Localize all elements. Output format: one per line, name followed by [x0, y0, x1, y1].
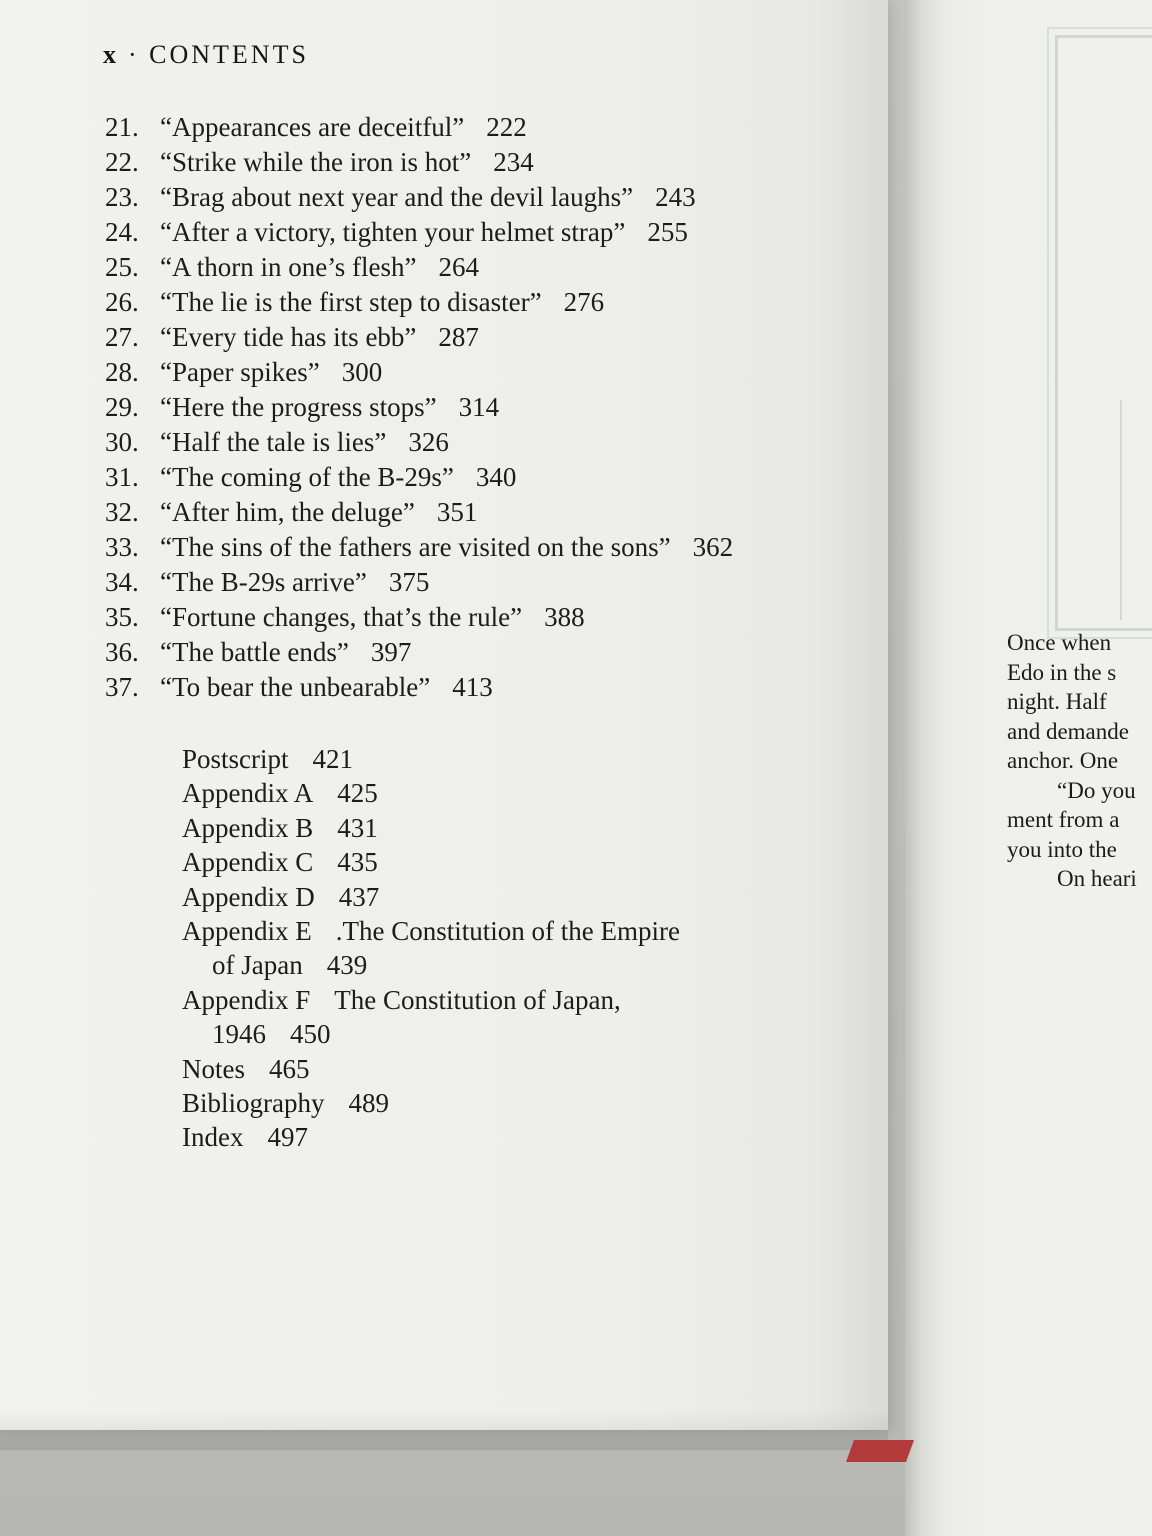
back-matter-page: 431 — [337, 812, 378, 843]
back-matter-entry — [182, 776, 680, 810]
back-matter-label: Appendix F — [182, 984, 311, 1015]
chapter-number: 26. — [105, 287, 139, 317]
back-matter-page: 450 — [290, 1019, 331, 1050]
back-matter-label: Index — [182, 1122, 244, 1153]
chapter-entry — [105, 215, 733, 250]
back-matter-page: 437 — [338, 881, 380, 912]
back-matter-label: Appendix D — [182, 881, 315, 912]
chapter-list — [105, 110, 733, 705]
back-matter-label: Appendix E — [182, 916, 312, 947]
chapter-number: 25. — [105, 252, 139, 282]
chapter-page: 314 — [458, 392, 500, 422]
chapter-number: 28. — [105, 357, 139, 387]
chapter-title: “Paper spikes” — [160, 357, 320, 387]
chapter-entry — [105, 565, 733, 600]
back-matter-entry — [182, 845, 680, 879]
right-page-line: anchor. One — [1007, 748, 1119, 773]
chapter-number: 24. — [105, 217, 139, 247]
chapter-title: “A thorn in one’s flesh” — [160, 252, 417, 282]
chapter-page: 413 — [452, 672, 493, 702]
chapter-page: 397 — [370, 637, 412, 667]
right-page-line: Once when — [1007, 630, 1112, 655]
right-page-line: On heari — [1057, 866, 1137, 891]
right-page-line: night. Half — [1007, 689, 1107, 714]
chapter-number: 23. — [105, 182, 139, 212]
chapter-page: 362 — [692, 532, 734, 562]
back-matter-label: Appendix C — [182, 847, 314, 878]
chapter-page: 300 — [341, 357, 383, 387]
back-matter-page: 421 — [312, 744, 354, 774]
chapter-entry — [105, 355, 733, 390]
chapter-page: 264 — [438, 252, 479, 282]
chapter-entry — [105, 600, 733, 635]
back-matter-title: .The Constitution of the Empire — [335, 916, 680, 947]
chapter-title: “After him, the deluge” — [160, 497, 415, 527]
back-matter-label: Notes — [182, 1053, 245, 1084]
page-folio: x — [103, 40, 116, 69]
right-page-line: Edo in the s — [1007, 659, 1117, 685]
back-matter-title-cont: of Japan — [212, 950, 303, 981]
back-matter-page: 497 — [267, 1122, 308, 1153]
right-page-line: and demande — [1007, 718, 1129, 744]
chapter-number: 31. — [105, 462, 139, 492]
back-matter-label: Appendix A — [182, 778, 314, 809]
chapter-entry — [105, 180, 733, 215]
chapter-page: 287 — [438, 322, 479, 352]
chapter-page: 388 — [544, 602, 585, 632]
page-bottom-shadow — [0, 1410, 888, 1450]
chapter-entry — [105, 670, 733, 705]
back-matter-entry — [182, 1086, 680, 1120]
chapter-title: “Half the tale is lies” — [160, 427, 387, 457]
back-matter-entry — [182, 880, 680, 914]
chapter-number: 21. — [105, 112, 139, 142]
chapter-title: “The sins of the fathers are visited on the sons” — [160, 532, 671, 562]
chapter-title: “The lie is the first step to disaster” — [160, 287, 542, 317]
chapter-entry — [105, 390, 733, 425]
chapter-entry — [105, 425, 733, 460]
back-matter-list — [182, 742, 680, 1155]
chapter-title: “The battle ends” — [160, 637, 349, 667]
back-matter-title: The Constitution of Japan, — [334, 984, 621, 1015]
back-matter-label: Appendix B — [182, 812, 314, 843]
chapter-title: “After a victory, tighten your helmet strap” — [160, 217, 626, 247]
chapter-title: “Appearances are deceitful” — [160, 112, 465, 142]
chapter-page: 243 — [655, 182, 696, 212]
back-matter-page: 465 — [269, 1053, 310, 1084]
chapter-page: 326 — [408, 427, 449, 457]
back-matter-entry — [182, 983, 680, 1052]
chapter-number: 34. — [105, 567, 139, 597]
back-matter-page: 435 — [337, 847, 378, 878]
running-head — [103, 40, 309, 70]
back-matter-entry — [182, 914, 680, 983]
chapter-number: 32. — [105, 497, 139, 527]
chapter-page: 276 — [563, 287, 605, 317]
chapter-title: “Fortune changes, that’s the rule” — [160, 602, 523, 632]
back-matter-entry — [182, 742, 680, 776]
back-matter-entry — [182, 1120, 680, 1154]
chapter-page: 222 — [486, 112, 527, 142]
chapter-number: 30. — [105, 427, 139, 457]
chapter-page: 351 — [436, 497, 478, 527]
chapter-entry — [105, 145, 733, 180]
chapter-number: 35. — [105, 602, 139, 632]
chapter-page: 255 — [647, 217, 688, 247]
back-matter-entry — [182, 1052, 680, 1086]
chapter-entry — [105, 110, 733, 145]
chapter-number: 37. — [105, 672, 139, 702]
chapter-number: 29. — [105, 392, 139, 422]
chapter-number: 22. — [105, 147, 139, 177]
back-matter-label: Bibliography — [182, 1088, 325, 1119]
map-illustration-line — [1120, 400, 1122, 620]
right-page-line: “Do you — [1057, 777, 1136, 803]
chapter-page: 375 — [388, 567, 430, 597]
map-illustration-frame — [1055, 35, 1152, 631]
chapter-entry — [105, 460, 733, 495]
chapter-title: “Brag about next year and the devil laughs” — [160, 182, 634, 212]
chapter-title: “Every tide has its ebb” — [160, 322, 417, 352]
chapter-entry — [105, 320, 733, 355]
chapter-entry — [105, 250, 733, 285]
chapter-entry — [105, 285, 733, 320]
chapter-entry — [105, 635, 733, 670]
back-matter-page: 489 — [348, 1088, 389, 1119]
back-matter-entry — [182, 811, 680, 845]
back-matter-title-cont: 1946 — [212, 1019, 266, 1050]
chapter-title: “To bear the unbearable” — [160, 672, 431, 702]
right-page-text — [1007, 628, 1152, 894]
right-page-line: you into the — [1007, 836, 1117, 862]
chapter-title: “The B-29s arrive” — [160, 567, 367, 597]
chapter-number: 36. — [105, 637, 139, 667]
chapter-page: 340 — [475, 462, 517, 492]
chapter-entry — [105, 530, 733, 565]
chapter-title: “Here the progress stops” — [160, 392, 437, 422]
page-gutter-shadow — [905, 0, 945, 1536]
back-matter-page: 425 — [337, 778, 378, 809]
chapter-number: 33. — [105, 532, 139, 562]
red-book-cloth — [846, 1440, 914, 1462]
chapter-page: 234 — [493, 147, 534, 177]
running-head-title: · CONTENTS — [128, 40, 309, 69]
right-page-line: ment from a — [1007, 807, 1120, 832]
chapter-number: 27. — [105, 322, 139, 352]
chapter-entry — [105, 495, 733, 530]
back-matter-label: Postscript — [182, 744, 289, 774]
chapter-title: “The coming of the B-29s” — [160, 462, 454, 492]
chapter-title: “Strike while the iron is hot” — [160, 147, 472, 177]
back-matter-page: 439 — [326, 950, 368, 981]
